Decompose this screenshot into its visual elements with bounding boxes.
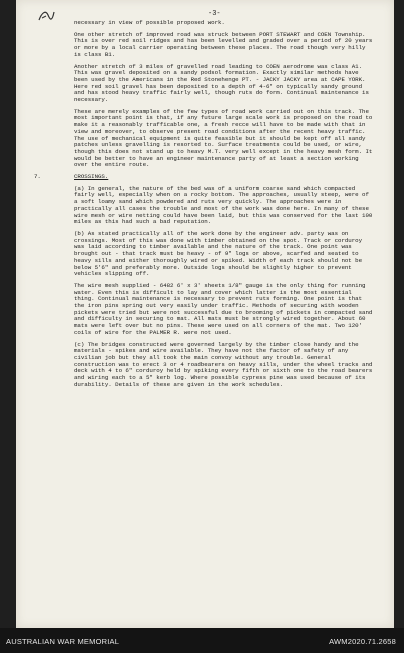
reference-label: AWM2020.71.2658 xyxy=(329,637,396,646)
section-heading xyxy=(34,173,374,181)
paragraph: (c) The bridges constructed were governed largely by the timber close handy and the materials - spikes and wire available. They have not the factor of safety of any civilian job but they all took the main convoy without any trouble. General construction was to erect 3 or 4 roadbearers on heavy sills, under the wheel tracks and deck with 4 to 6" corduroy held by spiking every fifth or sixth one to the road bearers and wiring each to a 5" kerb log. Where possible cypress pine was used because of its durability. Details of these are given in the work schedules. xyxy=(74,340,376,388)
section-title: CROSSINGS. xyxy=(74,173,109,181)
institution-label: AUSTRALIAN WAR MEMORIAL xyxy=(6,637,120,646)
footer-bar xyxy=(0,628,404,653)
paragraph: The wire mesh supplied - 6482 6' x 3' sheets 1/8" gauge is the only thing for running water. Even this is difficult to lay and cover which latter is the most essential thing. Continual maintenance is necessary to prevent ruts forming. One point is that the iron pins spring out very easily under traffic. Methods of securing with wooden pickets were tried but were not successful due to brooming of pickets in compacted sand and difficulty in securing to mat. All mats must be strongly wired together. About 60 mats were left over but no pins. These were used on all corners of the mat. Two 120' coils of wire for the PALMER R. were not used. xyxy=(74,281,376,336)
section-number: 7. xyxy=(34,173,41,181)
paragraph: These are merely examples of the few types of road work carried out on this track. The most important point is that, if any future large scale work is proposed on the road to make it a reasonably trafficable one, a fresh recce will have to be made with that in view and moreover, to observe present road conditions after the recent heavy traffic. The use of mechanical equipment is quite feasible but it should be kept off all sandy patches unless gravelling is resorted to. Surface treatments could be used, or wire, though this does not stand up to heavy M.T. very well except in the heavy mesh form. It would be better to have an engineer maintenance party of at least a section working over the entire route. xyxy=(74,107,376,169)
paragraph: (a) In general, the nature of the bed was of a uniform coarse sand which compacted fairly well, especially when on a rocky bottom. The approaches, usually steep, were of a soft loamy sand which powdered and ruts very quickly. The approaches were in practically all cases the trouble and most of the work was done here. In many of these wire mesh or wire netting could have been laid, but this was conserved for the last 100 miles as this had such a bad reputation. xyxy=(74,184,376,226)
typed-body xyxy=(34,19,376,393)
document-page xyxy=(16,0,394,628)
paragraph: Another stretch of 3 miles of gravelled road leading to COEN aerodrome was class A1. This was gravel deposited on a sandy podsol formation. Exactly similar methods have been used by the Americans in the Red Stonehenge PT. - JACKY JACKY area at CAPE YORK. Here red soil gravel has been deposited to a depth of 4-6" on typically sandy ground and has stood heavy traffic fairly well, though ruts do form. Continual maintenance is necessary. xyxy=(74,62,373,104)
handwritten-mark-icon xyxy=(36,6,56,26)
paragraph: One other stretch of improved road was struck between PORT STEWART and COEN Township. This is over red soil ridges and has been levelled and graded over a period of 20 years or more by a local carrier operating between these places. The road though very hilly is class B1. xyxy=(74,30,376,58)
page-number: -3- xyxy=(208,10,221,18)
paragraph: necessary in view of possible proposed work. xyxy=(74,19,225,26)
paragraph: (b) As stated practically all of the work done by the engineer adv. party was on crossings. Most of this was done with timber obtained on the spot. Track or corduroy was laid according to timber available and the nature of the track. One point was brought out - that track must be heavy - of 9" logs or above, scarfed and seated to heavy sills and either thoroughly wired or spiked. Width of each track should not be below 5'6" and preferably more. Outside logs should be slightly higher to prevent vehicles slipping off. xyxy=(74,229,366,278)
